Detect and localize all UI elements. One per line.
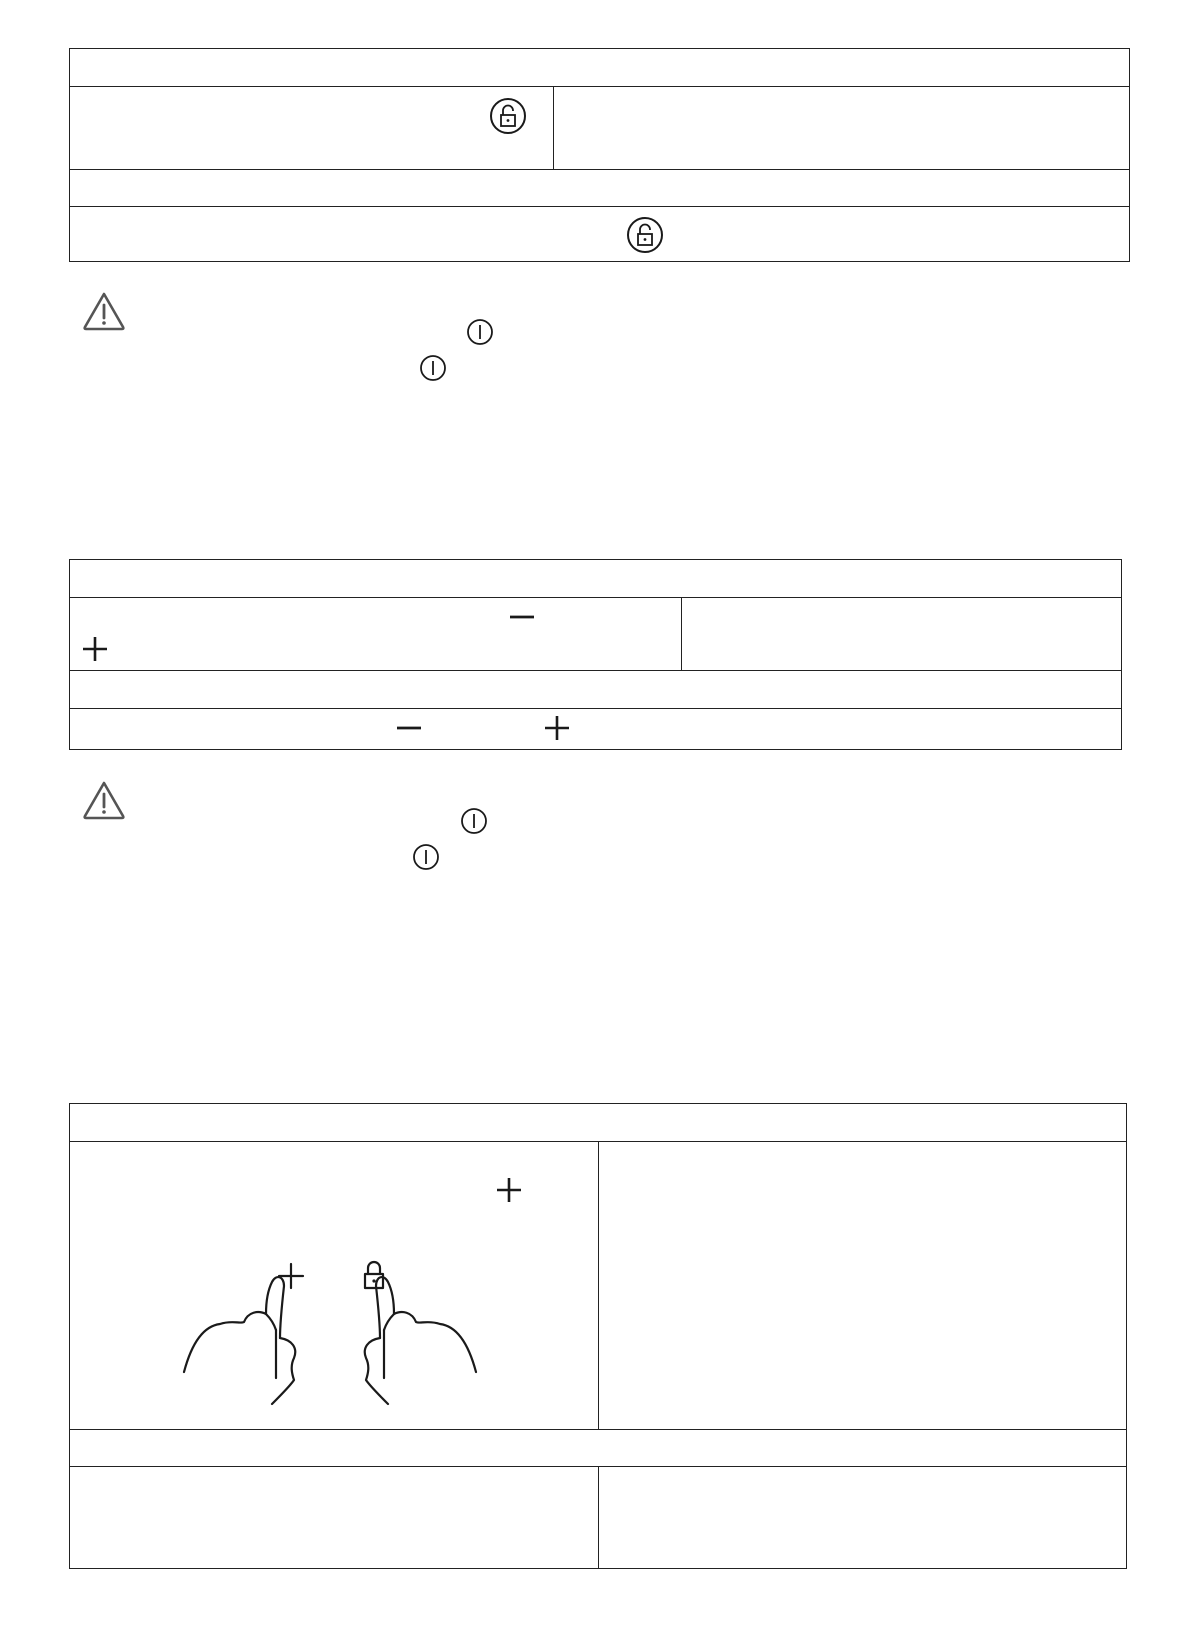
power-icon — [411, 842, 441, 872]
subheader-row — [70, 170, 1129, 207]
timer-table — [69, 559, 1122, 750]
info-cell — [599, 1142, 1126, 1429]
warning-triangle-icon — [82, 780, 126, 820]
minus-icon — [507, 612, 537, 622]
result-row — [70, 207, 1129, 261]
lock-table — [69, 48, 1130, 262]
header-row — [70, 1104, 1126, 1142]
result-row — [70, 1467, 1126, 1568]
two-hands-illustration — [180, 1254, 480, 1414]
child-lock-table — [69, 1103, 1127, 1569]
power-icon — [465, 317, 495, 347]
header-row — [70, 560, 1121, 598]
header-row — [70, 49, 1129, 87]
plus-icon — [494, 1175, 524, 1205]
lock-icon — [488, 96, 528, 136]
power-icon — [418, 353, 448, 383]
power-icon — [459, 806, 489, 836]
result-left-cell — [70, 1467, 599, 1568]
result-row — [70, 709, 1121, 749]
plus-icon — [80, 634, 110, 664]
instruction-row — [70, 598, 1121, 671]
minus-icon — [394, 723, 424, 733]
plus-icon — [542, 713, 572, 743]
info-cell — [682, 598, 1121, 670]
lock-icon — [625, 215, 665, 255]
instruction-row — [70, 1142, 1126, 1430]
instruction-cell — [70, 598, 682, 670]
info-cell — [554, 87, 1129, 169]
warning-triangle-icon — [82, 291, 126, 331]
subheader-row — [70, 671, 1121, 709]
instruction-cell — [70, 87, 554, 169]
result-right-cell — [599, 1467, 1126, 1568]
subheader-row — [70, 1430, 1126, 1467]
instruction-cell — [70, 1142, 599, 1429]
instruction-row — [70, 87, 1129, 170]
